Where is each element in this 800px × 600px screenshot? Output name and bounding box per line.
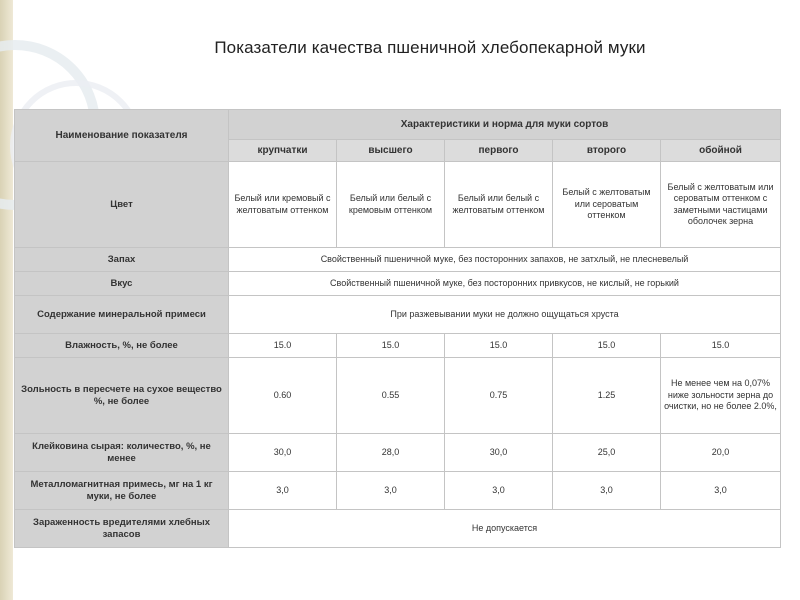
grade-header: второго: [553, 140, 661, 162]
grade-header: крупчатки: [229, 140, 337, 162]
table-cell-merged: При разжевывании муки не должно ощущаться хруста: [229, 296, 781, 334]
table-cell-merged: Свойственный пшеничной муке, без посторонних привкусов, не кислый, не горький: [229, 272, 781, 296]
table-cell-merged: Не допускается: [229, 510, 781, 548]
table-cell: 3,0: [553, 472, 661, 510]
table-cell: 3,0: [229, 472, 337, 510]
table-cell: 28,0: [337, 434, 445, 472]
table-row: [15, 248, 781, 272]
table-header-row: [15, 110, 781, 140]
table-cell-merged: Свойственный пшеничной муке, без посторонних запахов, не затхлый, не плесневелый: [229, 248, 781, 272]
table-cell: Белый с желтоватым или сероватым оттенком: [553, 162, 661, 248]
row-label: Зараженность вредителями хлебных запасов: [15, 510, 229, 548]
table-cell: 20,0: [661, 434, 781, 472]
table-row: [15, 434, 781, 472]
quality-table: [14, 109, 781, 548]
grade-header: первого: [445, 140, 553, 162]
table-cell: 3,0: [337, 472, 445, 510]
row-label: Клейковина сырая: количество, %, не менее: [15, 434, 229, 472]
table-cell: 15.0: [445, 334, 553, 358]
row-label: Содержание минеральной примеси: [15, 296, 229, 334]
row-label: Запах: [15, 248, 229, 272]
grade-header: обойной: [661, 140, 781, 162]
table-cell: 15.0: [553, 334, 661, 358]
header-name-column: Наименование показателя: [15, 110, 229, 162]
table-cell: Не менее чем на 0,07% ниже зольности зерна до очистки, но не более 2.0%,: [661, 358, 781, 434]
row-label: Влажность, %, не более: [15, 334, 229, 358]
table-row: [15, 358, 781, 434]
table-cell: 3,0: [661, 472, 781, 510]
table-cell: 15.0: [337, 334, 445, 358]
table-cell: 30,0: [445, 434, 553, 472]
table-cell: Белый или кремовый с желтоватым оттенком: [229, 162, 337, 248]
header-group: Характеристики и норма для муки сортов: [229, 110, 781, 140]
page-title: Показатели качества пшеничной хлебопекарной муки: [214, 38, 646, 57]
grade-header: высшего: [337, 140, 445, 162]
table-cell: 30,0: [229, 434, 337, 472]
table-row: [15, 510, 781, 548]
row-label: Цвет: [15, 162, 229, 248]
table-cell: 0.55: [337, 358, 445, 434]
row-label: Металломагнитная примесь, мг на 1 кг муки, не более: [15, 472, 229, 510]
table-row: [15, 272, 781, 296]
table-cell: 0.60: [229, 358, 337, 434]
table-cell: Белый или белый с кремовым оттенком: [337, 162, 445, 248]
table-cell: 3,0: [445, 472, 553, 510]
table-cell: 25,0: [553, 434, 661, 472]
table-row: [15, 296, 781, 334]
table-cell: 15.0: [229, 334, 337, 358]
table-cell: Белый с желтоватым или сероватым оттенком с заметными частицами оболочек зерна: [661, 162, 781, 248]
table-row: [15, 334, 781, 358]
row-label: Вкус: [15, 272, 229, 296]
table-cell: 0.75: [445, 358, 553, 434]
table-row: [15, 472, 781, 510]
table-cell: Белый или белый с желтоватым оттенком: [445, 162, 553, 248]
row-label: Зольность в пересчете на сухое вещество %, не более: [15, 358, 229, 434]
table-cell: 15.0: [661, 334, 781, 358]
table-row: [15, 162, 781, 248]
table-cell: 1.25: [553, 358, 661, 434]
